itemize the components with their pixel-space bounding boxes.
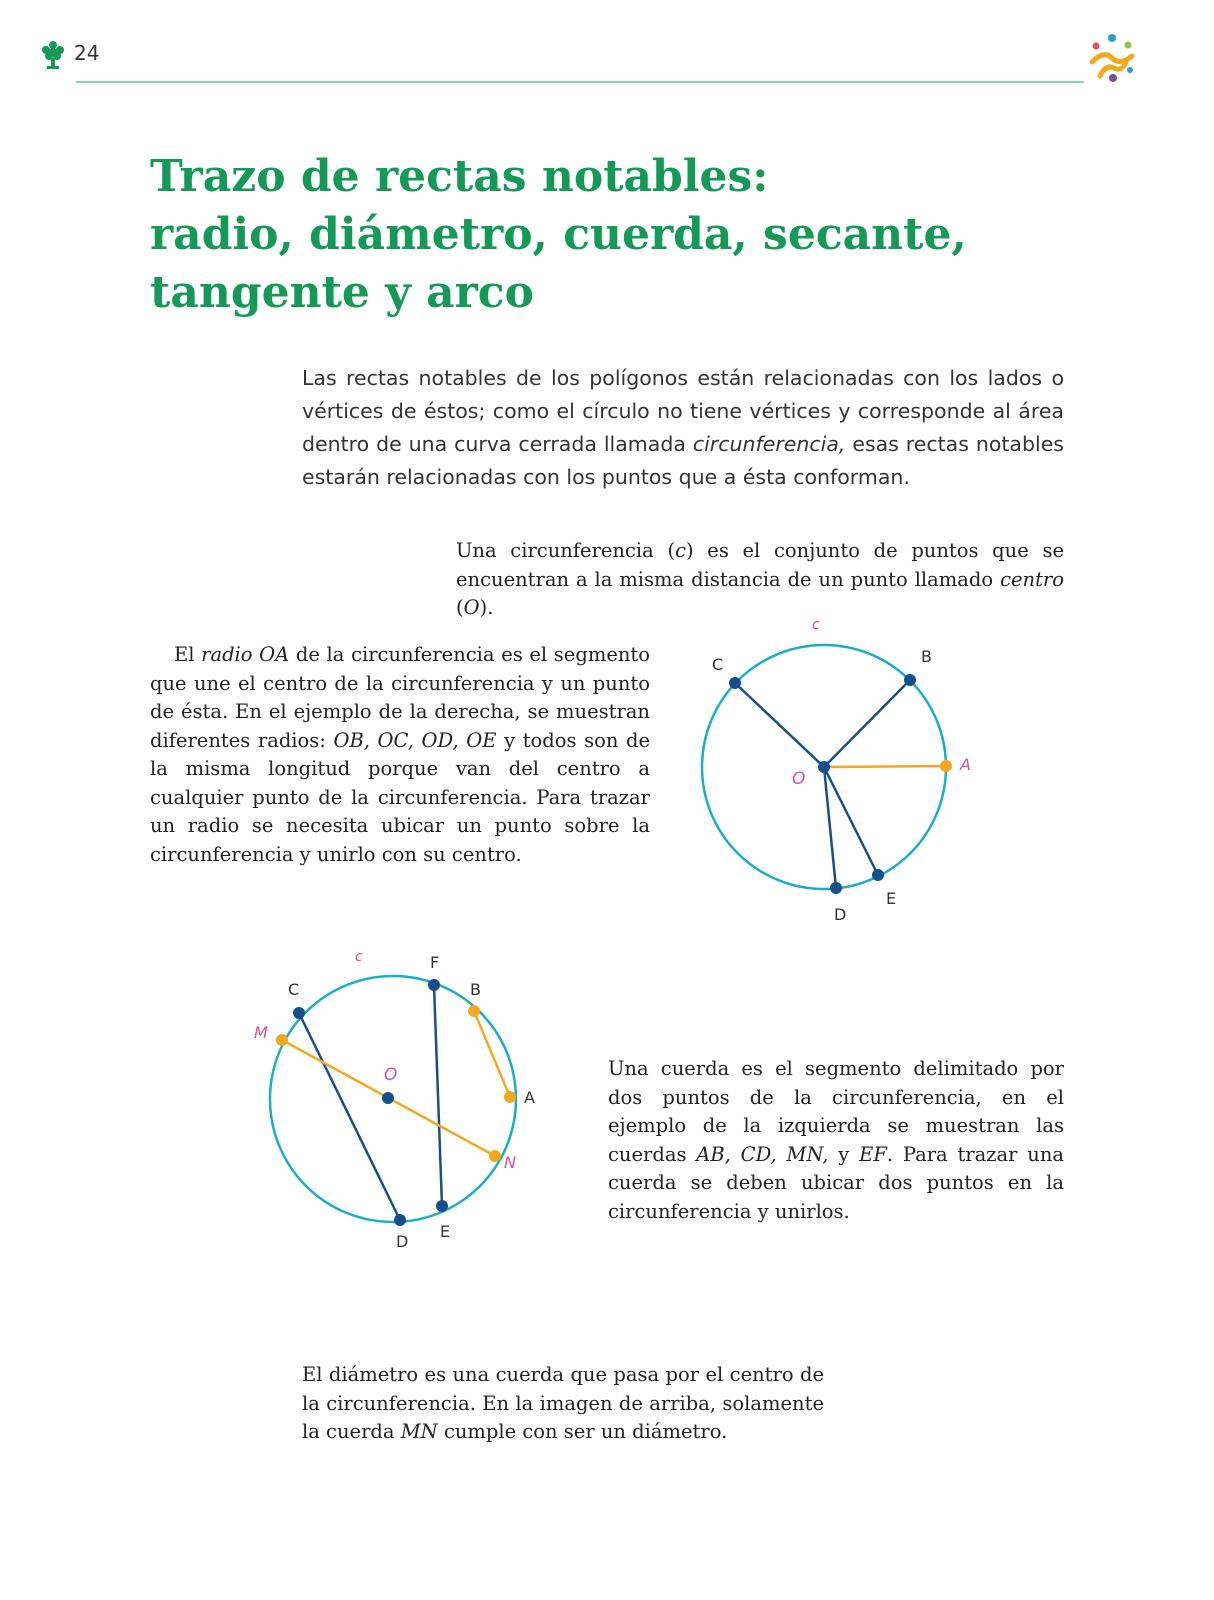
point-m [276,1034,288,1046]
def-o: O [463,596,480,619]
def-c: c [675,539,686,562]
cuerdas-figure [250,949,580,1280]
label-c: C [288,980,300,999]
intro-text-2: esas rectas notables estarán relacionadas con los puntos que a ésta conforman. [302,432,1064,489]
label-b: B [921,647,932,666]
point-c [729,677,741,689]
radio-paragraph [150,641,650,869]
title-line-1: Trazo de rectas notables: [150,151,769,202]
point-e [872,869,884,881]
cuerda-text-1: Una cuerda es el segmento delimitado por dos puntos de la circunferencia, en el ejemplo de la izquierda se muestran las cuerdas [608,1057,1064,1166]
label-o: O [792,769,806,789]
point-n [489,1150,501,1162]
label-n: N [504,1153,516,1172]
radius-oc [735,683,824,767]
header-divider [76,81,1084,83]
point-a [940,760,952,772]
def-text-4: ). [479,596,494,619]
radios-list: OB, OC, OD, OE [333,728,497,752]
radius-ob [824,680,910,767]
diametro-text-2: cumple con ser un diámetro. [437,1420,728,1443]
label-e: E [886,889,897,908]
def-text-2: ) es el conjunto de puntos que se encuentran a la misma distancia de un punto llamado [456,539,1064,591]
label-d: D [834,905,847,924]
label-f: F [430,953,440,972]
chord-cd [299,1013,400,1220]
title-line-3: tangente y arco [150,267,534,318]
point-o [818,761,830,773]
point-d [394,1214,406,1226]
label-a: A [524,1088,535,1107]
radio-text-3: y todos son de la misma longitud porque van del centro a cualquier punto de la circunferencia. Para trazar un radio se necesita ubicar un punto sobre la circunferencia y unirlo con su centro. [150,728,651,866]
cuerda-paragraph [608,1055,1064,1226]
circunferencia-definition [456,537,1064,623]
radius-oa [824,766,946,767]
point-o [382,1092,394,1104]
label-a: A [960,755,971,774]
title-line-2: radio, diámetro, cuerda, secante, [150,209,967,260]
point-e [436,1200,448,1212]
radios-figure [700,617,1000,950]
label-c: C [712,655,724,674]
point-c [293,1007,305,1019]
cuerda-text-3: . Para trazar una cuerda se deben ubicar dos puntos en la circunferencia y unirlos. [608,1142,1064,1223]
cuerdas-list: AB, CD, MN, [696,1142,829,1166]
page-title [150,148,967,322]
point-a [504,1091,516,1103]
point-b [904,674,916,686]
diametro-text-1: El diámetro es una cuerda que pasa por el centro de la circunferencia. En la imagen de arriba, solamente la cuerda [302,1363,824,1443]
chord-ab [474,1011,510,1097]
chord-ef [434,985,442,1206]
label-d: D [396,1232,409,1251]
label-m: M [254,1023,268,1042]
def-text-3: ( [456,596,464,619]
intro-text-1: Las rectas notables de los polígonos están relacionadas con los lados o vértices de éstos; como el círculo no tiene vértices y corresponde al área dentro de una curva cerrada llamada [302,366,1064,456]
intro-italic-term: circunferencia, [692,432,846,456]
radio-text-2: de la circunferencia es el segmento que une el centro de la circunferencia y un punto de ésta. En el ejemplo de la derecha, se muestran diferentes radios: [150,643,650,752]
label-c-lower: c [812,617,820,633]
diametro-paragraph [302,1361,824,1447]
tree-icon [40,40,66,70]
label-c-lower: c [355,949,363,965]
radio-term: radio OA [201,643,290,666]
def-centro: centro [1000,567,1064,591]
page-number: 24 [74,41,100,65]
point-b [468,1005,480,1017]
label-o: O [384,1065,398,1085]
point-f [428,979,440,991]
def-text-1: Una circunferencia ( [456,539,676,562]
colorful-figure-logo-icon [1086,32,1140,84]
cuerda-text-2: y [828,1142,860,1166]
cuerda-ef: EF [859,1142,887,1166]
radio-text-1: El [174,643,202,666]
label-b: B [470,980,481,999]
label-e: E [440,1222,451,1241]
point-d [830,882,842,894]
intro-paragraph [302,362,1064,494]
diametro-mn: MN [400,1420,438,1443]
